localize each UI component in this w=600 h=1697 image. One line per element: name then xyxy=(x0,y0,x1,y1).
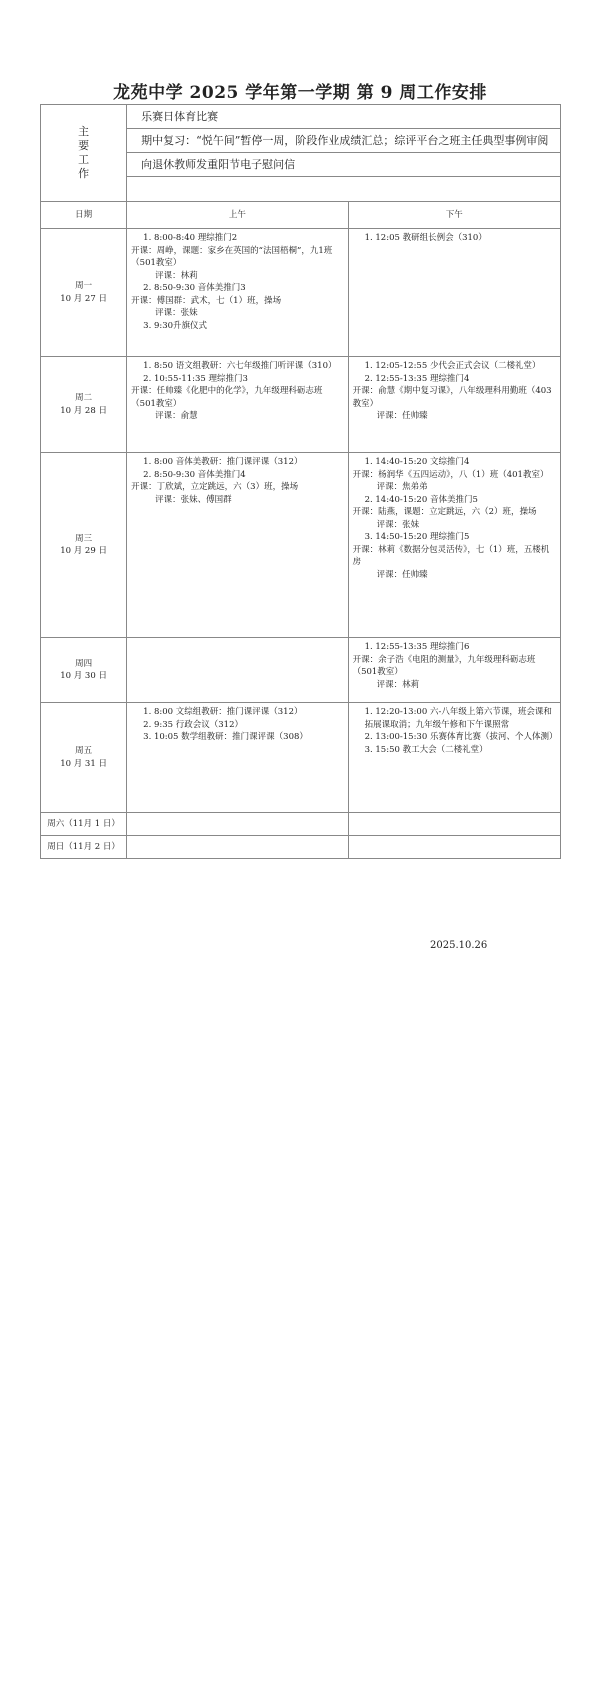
weekend-label: 周日（11月 2 日） xyxy=(41,836,127,859)
weekend-label: 周六（11月 1 日） xyxy=(41,813,127,836)
schedule-line: 1. 12:05-12:55 少代会正式会议（二楼礼堂） xyxy=(364,361,541,371)
schedule-line: 评课：林莉 xyxy=(155,270,198,281)
schedule-line: 评课：林莉 xyxy=(376,679,420,690)
header-am: 上午 xyxy=(127,202,348,229)
work-schedule-table xyxy=(40,104,561,859)
afternoon-cell xyxy=(348,703,560,813)
weekday: 周五 xyxy=(75,746,93,756)
schedule-line: 3. 14:50-15:20 理综推门5 xyxy=(364,532,470,542)
sign-date: 2025.10.26 xyxy=(430,940,488,951)
weekday: 周四 xyxy=(75,658,93,669)
schedule-line: 评课：张妹 xyxy=(376,519,420,530)
day-label xyxy=(41,638,127,703)
day-label xyxy=(41,453,127,638)
day-date: 10 月 29 日 xyxy=(60,546,107,556)
schedule-line: 1. 14:40-15:20 文综推门4 xyxy=(364,457,470,467)
schedule-line: 1. 8:50 语文组教研：六七年级推门听评课（310） xyxy=(143,361,337,371)
schedule-line: 开课：林莉《数据分包灵活传》，七（1）班，五楼机房 xyxy=(352,544,550,567)
schedule-line: 评课：俞慧 xyxy=(155,411,198,421)
header-row xyxy=(41,202,561,229)
schedule-line: 开课：周峥，课题：家乡在英国的“法国梧桐”，九1班（501教室） xyxy=(131,245,333,268)
main-work-label xyxy=(41,105,127,202)
morning-cell xyxy=(127,638,348,703)
schedule-line: 开课：杨润华《五四运动》，八（1）班（401教室） xyxy=(352,469,549,480)
schedule-line: 3. 10:05 数学组教研：推门课评课（308） xyxy=(143,732,308,742)
schedule-line: 评课：任帅臻 xyxy=(376,411,428,421)
weekend-row xyxy=(41,836,561,859)
main-work-items xyxy=(127,105,561,202)
schedule-line: 开课：任帅臻《化肥中的化学》，九年级理科砺志班（501教室） xyxy=(131,386,323,409)
schedule-line: 开课：傅国群：武术，七（1）班，操场 xyxy=(131,295,282,306)
page-title: 龙苑中学 2025 学年第一学期 第 9 周工作安排 xyxy=(113,83,487,103)
main-work-item: 期中复习：“悦午间”暂停一周，阶段作业成绩汇总；综评平台之班主任典型事例审阅 xyxy=(127,129,560,153)
day-date: 10 月 27 日 xyxy=(60,293,107,304)
afternoon-cell xyxy=(348,836,560,859)
schedule-line: 2. 13:00-15:30 乐赛体育比赛（拔河、个人体测） xyxy=(364,732,558,742)
schedule-line: 1. 12:05 教研组长例会（310） xyxy=(364,233,487,243)
day-label xyxy=(41,229,127,357)
schedule-line: 1. 12:20-13:00 六-八年级上第六节课，班会课和拓展课取消；九年级午修和下午课照常 xyxy=(364,707,552,730)
morning-cell xyxy=(127,836,348,859)
weekend-row xyxy=(41,813,561,836)
schedule-line: 2. 8:50-9:30 音体美推门4 xyxy=(143,469,246,480)
day-label xyxy=(41,357,127,453)
morning-cell xyxy=(127,453,348,638)
day-row xyxy=(41,357,561,453)
schedule-line: 开课：余子浩《电阻的测量》，九年级理科砺志班（501教室） xyxy=(352,654,536,677)
schedule-line: 评课：张妹 xyxy=(155,308,198,318)
schedule-line: 评课：任帅臻 xyxy=(376,569,428,580)
main-work-item: 向退休教师发重阳节电子慰问信 xyxy=(127,153,560,177)
schedule-line: 评课：张妹、傅国群 xyxy=(155,494,232,505)
main-work-label-char: 工 xyxy=(78,152,90,166)
day-label xyxy=(41,703,127,813)
schedule-line: 开课：丁欣斌，立定跳远，六（3）班，操场 xyxy=(131,482,299,492)
day-date: 10 月 30 日 xyxy=(60,671,107,681)
main-work-item: 乐赛日体育比赛 xyxy=(127,105,560,129)
schedule-line: 3. 9:30升旗仪式 xyxy=(143,320,208,331)
schedule-line: 2. 8:50-9:30 音体美推门3 xyxy=(143,283,246,293)
schedule-line: 2. 14:40-15:20 音体美推门5 xyxy=(364,494,478,505)
schedule-line: 1. 8:00-8:40 理综推门2 xyxy=(143,233,238,243)
morning-cell xyxy=(127,357,348,453)
schedule-line: 2. 12:55-13:35 理综推门4 xyxy=(364,373,470,384)
schedule-line: 2. 10:55-11:35 理综推门3 xyxy=(143,373,248,384)
main-work-label-char: 作 xyxy=(78,166,90,180)
morning-cell xyxy=(127,229,348,357)
afternoon-cell xyxy=(348,229,560,357)
main-work-label-char: 主 xyxy=(78,124,90,138)
weekday: 周一 xyxy=(75,281,93,291)
schedule-line: 开课：陆燕，课题：立定跳远，六（2）班，操场 xyxy=(352,507,537,517)
day-row xyxy=(41,638,561,703)
day-row xyxy=(41,453,561,638)
schedule-line: 1. 12:55-13:35 理综推门6 xyxy=(364,642,470,652)
afternoon-cell xyxy=(348,357,560,453)
schedule-line: 1. 8:00 文综组教研：推门课评课（312） xyxy=(143,707,303,717)
weekday: 周三 xyxy=(75,533,93,544)
afternoon-cell xyxy=(348,813,560,836)
header-pm: 下午 xyxy=(348,202,560,229)
weekday: 周二 xyxy=(75,393,93,403)
day-date: 10 月 31 日 xyxy=(60,758,107,769)
day-row xyxy=(41,229,561,357)
schedule-line: 开课：俞慧《期中复习课》，八年级理科用勤班（403教室） xyxy=(352,386,552,409)
day-date: 10 月 28 日 xyxy=(60,405,107,416)
schedule-line: 评课：焦弟弟 xyxy=(376,482,428,492)
morning-cell xyxy=(127,813,348,836)
main-work-label-char: 要 xyxy=(78,138,90,152)
header-date: 日期 xyxy=(41,202,127,229)
afternoon-cell xyxy=(348,453,560,638)
schedule-line: 3. 15:50 教工大会（二楼礼堂） xyxy=(364,744,488,755)
schedule-line: 2. 9:35 行政会议（312） xyxy=(143,719,243,730)
main-work-row xyxy=(41,105,561,202)
day-row xyxy=(41,703,561,813)
morning-cell xyxy=(127,703,348,813)
schedule-line: 1. 8:00 音体美教研：推门课评课（312） xyxy=(143,457,303,467)
main-work-item xyxy=(127,177,560,201)
afternoon-cell xyxy=(348,638,560,703)
